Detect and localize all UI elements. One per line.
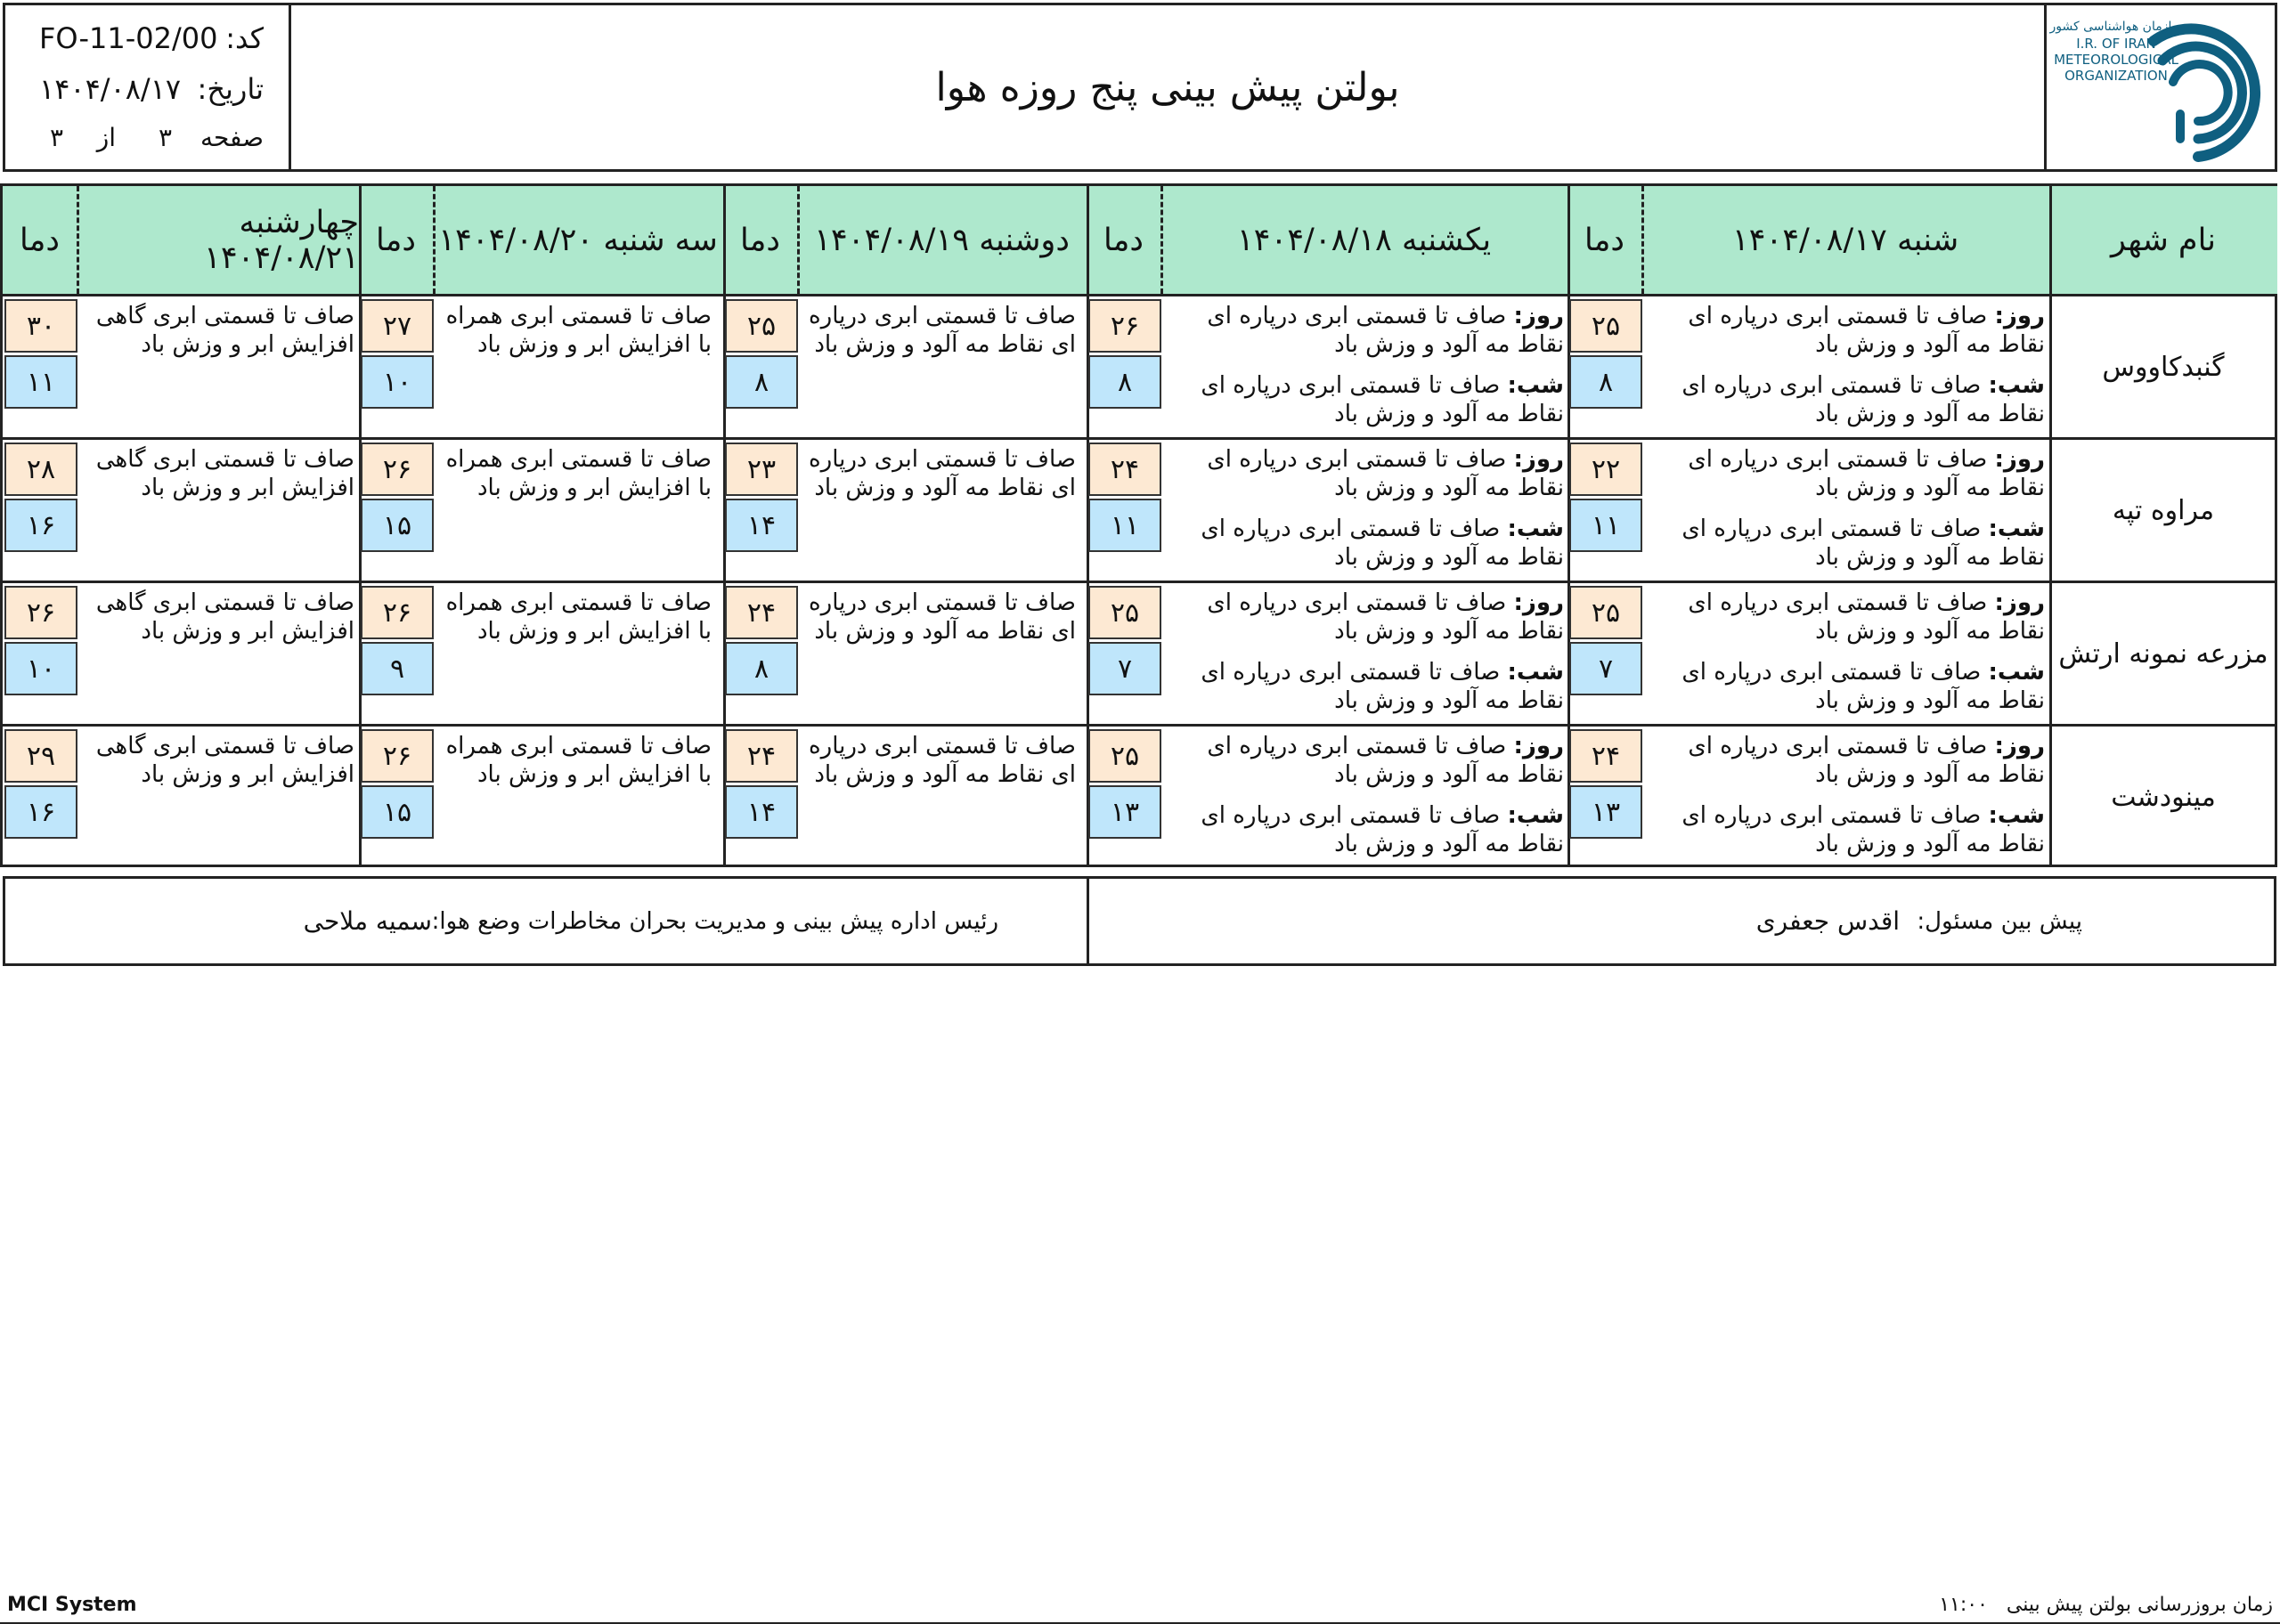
update-info bbox=[1939, 1594, 2273, 1616]
logo-text-fa: سازمان هواشناسی کشور bbox=[2049, 20, 2183, 34]
day4-max-temp: ۲۷ bbox=[361, 299, 434, 353]
update-label: زمان بروزرسانی بولتن پیش بینی bbox=[2006, 1594, 2273, 1616]
logo bbox=[2044, 5, 2275, 169]
page-title: بولتن پیش بینی پنج روزه هوا bbox=[935, 64, 1400, 110]
header-dashed-divider bbox=[797, 186, 800, 294]
head-name: سمیه ملاحی bbox=[303, 906, 432, 936]
day1-header: شنبه ۱۴۰۴/۰۸/۱۷ bbox=[1641, 186, 2049, 294]
night-label: شب: bbox=[1507, 659, 1564, 686]
day5-min-temp: ۱۶ bbox=[4, 499, 77, 552]
row-divider bbox=[3, 294, 2275, 296]
day5-max-temp: ۲۸ bbox=[4, 443, 77, 496]
row-divider bbox=[3, 724, 2275, 727]
day2-night-forecast: شب: صاف تا قسمتی ابری درپاره ای نقاط مه آلود و وزش باد bbox=[1201, 802, 1564, 857]
day2-min-temp: ۷ bbox=[1088, 642, 1161, 695]
page-label: صفحه bbox=[200, 123, 264, 152]
day3-max-temp: ۲۳ bbox=[725, 443, 798, 496]
day2-max-temp: ۲۵ bbox=[1088, 729, 1161, 783]
day4-max-temp: ۲۶ bbox=[361, 586, 434, 639]
day4-header: سه شنبه ۱۴۰۴/۰۸/۲۰ bbox=[433, 186, 723, 294]
day5-forecast: صاف تا قسمتی ابری گاهی افزایش ابر و وزش باد bbox=[95, 589, 354, 645]
document-info bbox=[5, 5, 291, 169]
logo-text-en3: ORGANIZATION bbox=[2064, 68, 2168, 84]
day1-day-forecast: روز: صاف تا قسمتی ابری درپاره ای نقاط مه آلود و وزش باد bbox=[1688, 446, 2045, 501]
day4-forecast: صاف تا قسمتی ابری همراه با افزایش ابر و وزش باد bbox=[445, 733, 712, 788]
day5-max-temp: ۲۶ bbox=[4, 586, 77, 639]
forecast-table bbox=[0, 183, 2277, 867]
day2-max-temp: ۲۵ bbox=[1088, 586, 1161, 639]
night-label: شب: bbox=[1988, 659, 2045, 686]
day5-forecast: صاف تا قسمتی ابری گاهی افزایش ابر و وزش باد bbox=[95, 303, 354, 358]
city-name: مراوه تپه bbox=[2112, 494, 2215, 526]
day4-min-temp: ۱۰ bbox=[361, 355, 434, 409]
row-divider bbox=[3, 437, 2275, 440]
day4-forecast: صاف تا قسمتی ابری همراه با افزایش ابر و وزش باد bbox=[445, 446, 712, 501]
update-time: ۱۱:۰۰ bbox=[1939, 1594, 1988, 1616]
day5-forecast: صاف تا قسمتی ابری گاهی افزایش ابر و وزش باد bbox=[95, 446, 354, 501]
day4-min-temp: ۹ bbox=[361, 642, 434, 695]
day4-min-temp: ۱۵ bbox=[361, 785, 434, 839]
row-divider bbox=[3, 581, 2275, 583]
day2-day-forecast: روز: صاف تا قسمتی ابری درپاره ای نقاط مه آلود و وزش باد bbox=[1207, 446, 1564, 501]
day1-min-temp: ۱۱ bbox=[1569, 499, 1642, 552]
day3-min-temp: ۸ bbox=[725, 642, 798, 695]
header-dashed-divider bbox=[433, 186, 436, 294]
header-dashed-divider bbox=[77, 186, 79, 294]
city-column-header: نام شهر bbox=[2049, 186, 2277, 294]
day3-min-temp: ۱۴ bbox=[725, 499, 798, 552]
day3-min-temp: ۸ bbox=[725, 355, 798, 409]
night-label: شب: bbox=[1988, 516, 2045, 542]
day2-night-forecast: شب: صاف تا قسمتی ابری درپاره ای نقاط مه آلود و وزش باد bbox=[1201, 659, 1564, 714]
signature-box bbox=[3, 876, 2276, 966]
day2-night-forecast: شب: صاف تا قسمتی ابری درپاره ای نقاط مه آلود و وزش باد bbox=[1201, 516, 1564, 571]
day2-min-temp: ۱۳ bbox=[1088, 785, 1161, 839]
day1-night-forecast: شب: صاف تا قسمتی ابری درپاره ای نقاط مه آلود و وزش باد bbox=[1682, 516, 2045, 571]
day1-min-temp: ۷ bbox=[1569, 642, 1642, 695]
night-label: شب: bbox=[1507, 802, 1564, 829]
page-total: ۳ bbox=[49, 123, 63, 152]
day2-header: یکشنبه ۱۴۰۴/۰۸/۱۸ bbox=[1160, 186, 1568, 294]
day3-forecast: صاف تا قسمتی ابری درپاره ای نقاط مه آلود و وزش باد bbox=[809, 589, 1076, 645]
night-label: شب: bbox=[1988, 802, 2045, 829]
day1-max-temp: ۲۴ bbox=[1569, 729, 1642, 783]
day5-max-temp: ۲۹ bbox=[4, 729, 77, 783]
day-label: روز: bbox=[1513, 589, 1564, 616]
day4-temp-header: دما bbox=[359, 186, 433, 294]
day5-min-temp: ۱۶ bbox=[4, 785, 77, 839]
forecaster-label: پیش بین مسئول: bbox=[1917, 907, 2082, 935]
day2-temp-header: دما bbox=[1087, 186, 1160, 294]
day-label: روز: bbox=[1994, 733, 2045, 759]
day-label: روز: bbox=[1513, 446, 1564, 473]
day5-temp-header: دما bbox=[3, 186, 77, 294]
day1-max-temp: ۲۲ bbox=[1569, 443, 1642, 496]
day1-max-temp: ۲۵ bbox=[1569, 586, 1642, 639]
city-name: مینودشت bbox=[2111, 781, 2216, 813]
day3-max-temp: ۲۴ bbox=[725, 586, 798, 639]
day3-forecast: صاف تا قسمتی ابری درپاره ای نقاط مه آلود و وزش باد bbox=[809, 733, 1076, 788]
day3-temp-header: دما bbox=[723, 186, 797, 294]
day-label: روز: bbox=[1994, 589, 2045, 616]
day4-min-temp: ۱۵ bbox=[361, 499, 434, 552]
day1-day-forecast: روز: صاف تا قسمتی ابری درپاره ای نقاط مه آلود و وزش باد bbox=[1688, 303, 2045, 358]
day5-forecast: صاف تا قسمتی ابری گاهی افزایش ابر و وزش باد bbox=[95, 733, 354, 788]
day3-min-temp: ۱۴ bbox=[725, 785, 798, 839]
day2-min-temp: ۱۱ bbox=[1088, 499, 1161, 552]
city-name: گنبدکاووس bbox=[2102, 351, 2225, 383]
code-value: FO-11-02/00 bbox=[39, 21, 218, 55]
logo-text-en1: I.R. OF IRAN bbox=[2076, 36, 2156, 52]
day2-night-forecast: شب: صاف تا قسمتی ابری درپاره ای نقاط مه آلود و وزش باد bbox=[1201, 372, 1564, 427]
date-label: تاریخ: bbox=[197, 72, 264, 106]
day5-header: چهارشنبه ۱۴۰۴/۰۸/۲۱ bbox=[77, 186, 359, 294]
page-of: از bbox=[96, 123, 116, 152]
head-label: رئیس اداره پیش بینی و مدیریت بحران مخاطرات وضع هوا: bbox=[431, 907, 998, 935]
day2-day-forecast: روز: صاف تا قسمتی ابری درپاره ای نقاط مه آلود و وزش باد bbox=[1207, 733, 1564, 788]
day1-min-temp: ۸ bbox=[1569, 355, 1642, 409]
day4-forecast: صاف تا قسمتی ابری همراه با افزایش ابر و وزش باد bbox=[445, 303, 712, 358]
night-label: شب: bbox=[1507, 372, 1564, 399]
day2-day-forecast: روز: صاف تا قسمتی ابری درپاره ای نقاط مه آلود و وزش باد bbox=[1207, 589, 1564, 645]
header-dashed-divider bbox=[1160, 186, 1163, 294]
city-name: مزرعه نمونه ارتش bbox=[2058, 637, 2268, 670]
signature-divider bbox=[1087, 879, 1089, 963]
day-label: روز: bbox=[1513, 303, 1564, 329]
day3-max-temp: ۲۴ bbox=[725, 729, 798, 783]
day1-night-forecast: شب: صاف تا قسمتی ابری درپاره ای نقاط مه آلود و وزش باد bbox=[1682, 659, 2045, 714]
day2-max-temp: ۲۶ bbox=[1088, 299, 1161, 353]
date-value: ۱۴۰۴/۰۸/۱۷ bbox=[39, 72, 182, 106]
day5-min-temp: ۱۰ bbox=[4, 642, 77, 695]
logo-text-en2: METEOROLOGICAL bbox=[2054, 52, 2178, 68]
day3-forecast: صاف تا قسمتی ابری درپاره ای نقاط مه آلود و وزش باد bbox=[809, 303, 1076, 358]
day1-temp-header: دما bbox=[1568, 186, 1641, 294]
day1-night-forecast: شب: صاف تا قسمتی ابری درپاره ای نقاط مه آلود و وزش باد bbox=[1682, 372, 2045, 427]
day-label: روز: bbox=[1994, 446, 2045, 473]
day3-max-temp: ۲۵ bbox=[725, 299, 798, 353]
day2-day-forecast: روز: صاف تا قسمتی ابری درپاره ای نقاط مه آلود و وزش باد bbox=[1207, 303, 1564, 358]
day4-max-temp: ۲۶ bbox=[361, 729, 434, 783]
day2-min-temp: ۸ bbox=[1088, 355, 1161, 409]
day2-max-temp: ۲۴ bbox=[1088, 443, 1161, 496]
day5-min-temp: ۱۱ bbox=[4, 355, 77, 409]
day1-max-temp: ۲۵ bbox=[1569, 299, 1642, 353]
bulletin-header bbox=[3, 3, 2277, 172]
forecaster-name: اقدس جعفری bbox=[1755, 906, 1900, 936]
meteorological-organization-logo-icon bbox=[2047, 5, 2272, 169]
system-name: MCI System bbox=[7, 1594, 137, 1616]
day1-day-forecast: روز: صاف تا قسمتی ابری درپاره ای نقاط مه آلود و وزش باد bbox=[1688, 589, 2045, 645]
day4-forecast: صاف تا قسمتی ابری همراه با افزایش ابر و وزش باد bbox=[445, 589, 712, 645]
day5-max-temp: ۳۰ bbox=[4, 299, 77, 353]
day-label: روز: bbox=[1513, 733, 1564, 759]
day1-night-forecast: شب: صاف تا قسمتی ابری درپاره ای نقاط مه آلود و وزش باد bbox=[1682, 802, 2045, 857]
night-label: شب: bbox=[1988, 372, 2045, 399]
day3-forecast: صاف تا قسمتی ابری درپاره ای نقاط مه آلود و وزش باد bbox=[809, 446, 1076, 501]
day1-day-forecast: روز: صاف تا قسمتی ابری درپاره ای نقاط مه آلود و وزش باد bbox=[1688, 733, 2045, 788]
day1-min-temp: ۱۳ bbox=[1569, 785, 1642, 839]
day3-header: دوشنبه ۱۴۰۴/۰۸/۱۹ bbox=[797, 186, 1087, 294]
day-label: روز: bbox=[1994, 303, 2045, 329]
night-label: شب: bbox=[1507, 516, 1564, 542]
code-label: کد: bbox=[225, 21, 264, 55]
day4-max-temp: ۲۶ bbox=[361, 443, 434, 496]
page-current: ۳ bbox=[158, 123, 172, 152]
header-dashed-divider bbox=[1641, 186, 1644, 294]
